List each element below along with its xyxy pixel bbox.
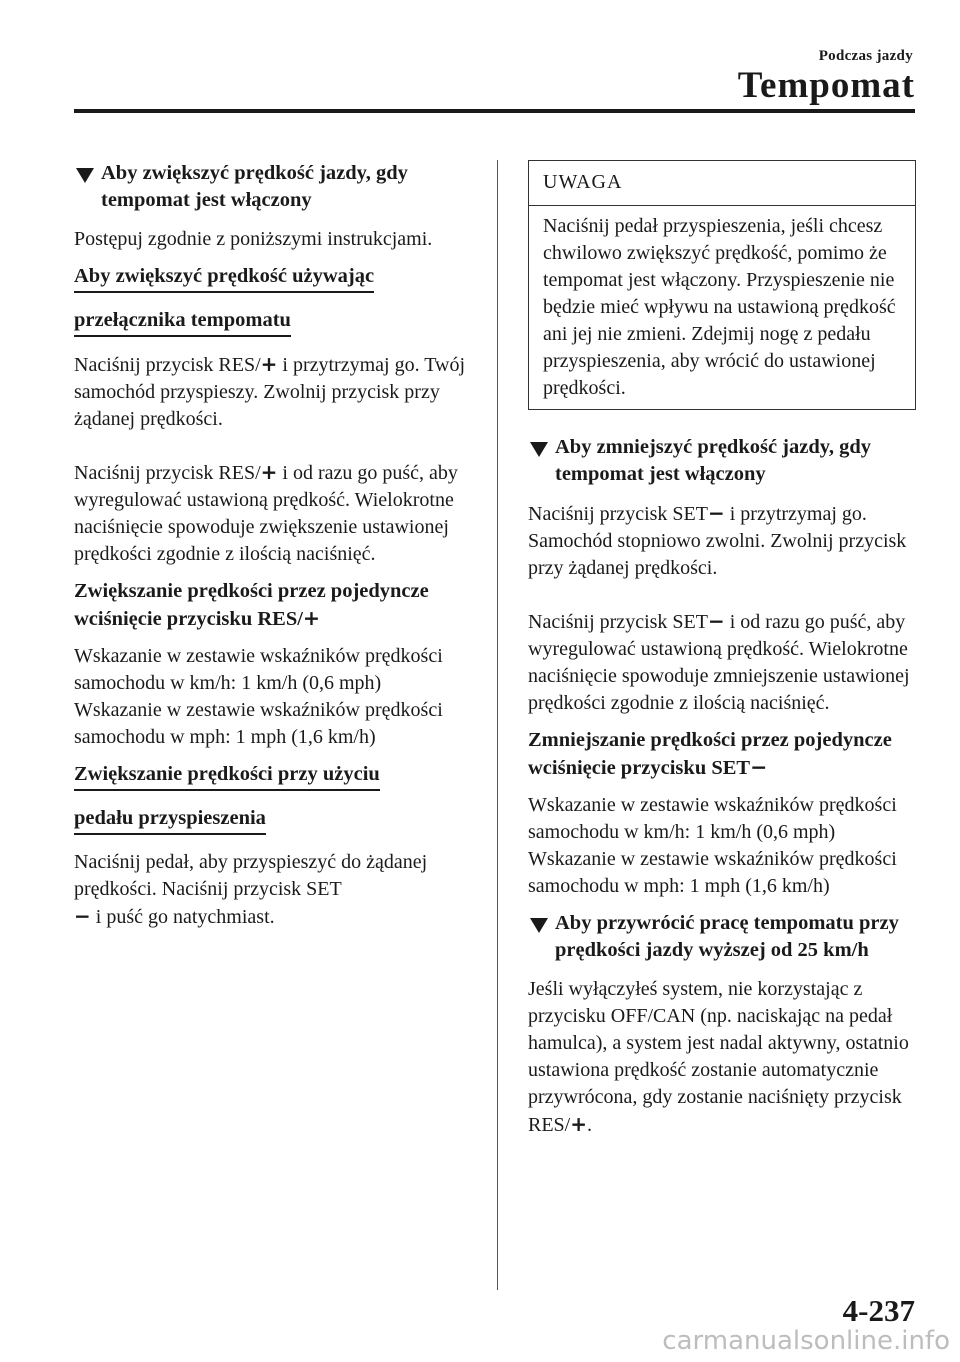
triangle-bullet-icon: [530, 442, 548, 457]
paragraph-hold-res: Naciśnij przycisk RES/+ i przytrzymaj go. Twój samochód przyspieszy. Zwolnij przycisk przy żądanej prędkości.: [74, 352, 466, 430]
subheading-switch-line2: przełącznika tempomatu: [74, 307, 291, 337]
header-section: Podczas jazdy: [818, 48, 913, 64]
note-box: [528, 160, 916, 410]
paragraph-hold-set: Naciśnij przycisk SET− i przytrzymaj go. Samochód stopniowo zwolni. Zwolnij przycisk przy żądanej prędkości.: [528, 501, 907, 579]
header-rule: [74, 109, 915, 113]
plus-icon: +: [302, 606, 321, 630]
paragraph-tap-set: Naciśnij przycisk SET− i od razu go puść, aby wyregulować ustawioną prędkość. Wielokrotne naciśnięcie spowoduje zmniejszenie ustawionej prędkości zgodnie z ilością naciśnięć.: [528, 609, 910, 714]
subheading-single-press-set: Zmniejszanie prędkości przez pojedyncze wciśnięcie przycisku SET−: [528, 729, 892, 779]
minus-icon: −: [707, 609, 725, 633]
plus-icon: +: [570, 1112, 588, 1136]
plus-icon: +: [260, 460, 278, 484]
note-body: Naciśnij pedał przyspieszenia, jeśli chcesz chwilowo zwiększyć prędkość, pomimo że tempomat jest włączony. Przyspieszenie nie będzie mieć wpływu na ustawioną prędkość ani jej nie zmieni. Zdejmij nogę z pedału przyspieszenia, aby wrócić do ustawionej prędkości.: [543, 215, 896, 399]
watermark: carmanualsonline.info: [662, 1326, 950, 1356]
heading-decrease-speed: Aby zmniejszyć prędkość jazdy, gdy tempomat jest włączony: [528, 434, 916, 488]
heading-resume: Aby przywrócić pracę tempomatu przy prędkości jazdy wyższej od 25 km/h: [528, 910, 916, 964]
paragraph-resume: Jeśli wyłączyłeś system, nie korzystając z przycisku OFF/CAN (np. naciskając na pedał hamulca), a system jest nadal aktywny, ostatnio ustawiona prędkość zostanie automatycznie przywrócona, gdy zostanie naciśnięty przycisk RES/+.: [528, 978, 909, 1136]
right-column: [528, 160, 916, 1149]
note-title: UWAGA: [529, 161, 915, 206]
subheading-switch-line1: Aby zwiększyć prędkość używając: [74, 263, 374, 293]
paragraph-accelerator: Naciśnij pedał, aby przyspieszyć do żądanej prędkości. Naciśnij przycisk SET − i puść go natychmiast.: [74, 851, 428, 928]
paragraph-decrement-kmh: Wskazanie w zestawie wskaźników prędkości samochodu w km/h: 1 km/h (0,6 mph): [528, 794, 897, 843]
minus-icon: −: [750, 755, 768, 779]
paragraph-increment-mph: Wskazanie w zestawie wskaźników prędkości samochodu w mph: 1 mph (1,6 km/h): [74, 699, 443, 748]
triangle-bullet-icon: [76, 168, 94, 183]
heading-increase-speed: Aby zwiększyć prędkość jazdy, gdy tempomat jest włączony: [74, 160, 479, 214]
page-title: Tempomat: [737, 65, 915, 106]
paragraph-tap-res: Naciśnij przycisk RES/+ i od razu go puść, aby wyregulować ustawioną prędkość. Wielokrotne naciśnięcie spowoduje zwiększenie ustawionej prędkości zgodnie z ilością naciśnięć.: [74, 460, 458, 565]
triangle-bullet-icon: [530, 918, 548, 933]
left-column: [74, 160, 479, 941]
column-divider: [497, 160, 498, 1290]
subheading-single-press-res: Zwiększanie prędkości przez pojedyncze wciśnięcie przycisku RES/+: [74, 580, 429, 630]
subheading-accelerator-line1: Zwiększanie prędkości przy użyciu: [74, 761, 380, 791]
subheading-accelerator: [74, 761, 479, 849]
plus-icon: +: [260, 352, 278, 376]
paragraph-increment-kmh: Wskazanie w zestawie wskaźników prędkości samochodu w km/h: 1 km/h (0,6 mph): [74, 645, 443, 694]
subheading-accelerator-line2: pedału przyspieszenia: [74, 805, 266, 835]
minus-icon: −: [74, 904, 91, 928]
subheading-switch: [74, 263, 479, 351]
page-number: 4-237: [842, 1293, 915, 1328]
paragraph-decrement-mph: Wskazanie w zestawie wskaźników prędkości samochodu w mph: 1 mph (1,6 km/h): [528, 848, 897, 897]
intro-paragraph: Postępuj zgodnie z poniższymi instrukcjami.: [74, 228, 433, 250]
minus-icon: −: [707, 501, 725, 525]
